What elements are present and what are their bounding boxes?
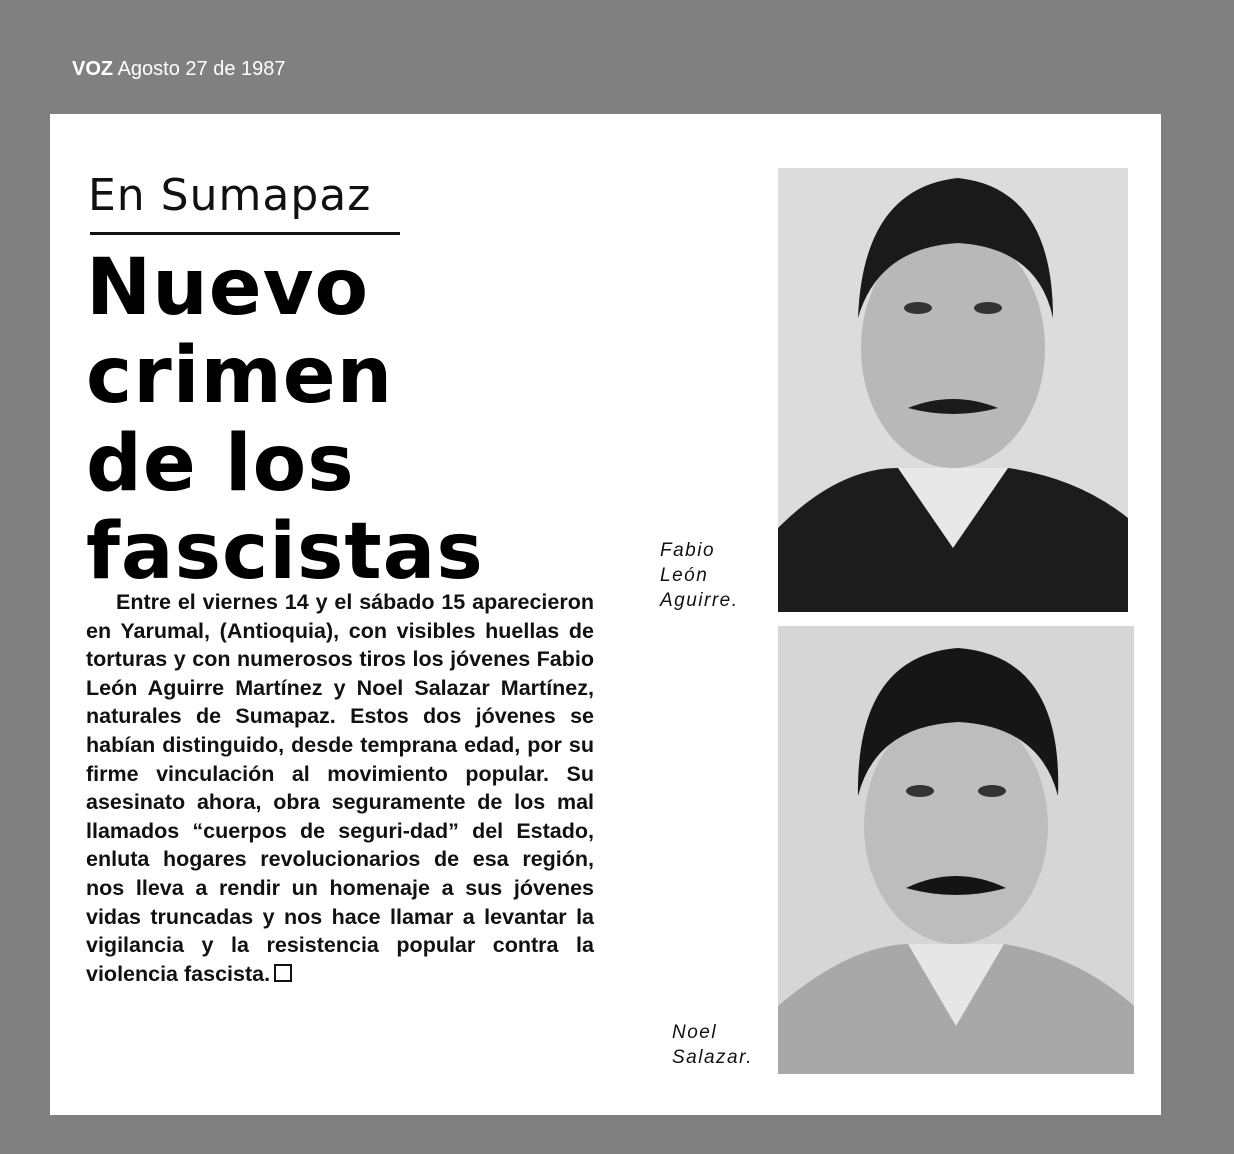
portrait-photo-noel [778,626,1134,1074]
caption-line: Aguirre. [660,590,739,611]
article-kicker: En Sumapaz [88,170,372,221]
publication-name: VOZ [72,58,114,80]
portrait-silhouette-icon [778,168,1128,612]
article-body [86,588,594,988]
headline-line: de los [86,419,355,509]
headline-line: Nuevo [86,243,370,333]
publication-date: Agosto 27 de 1987 [117,58,286,80]
headline-line: fascistas [86,507,484,597]
photo-caption-noel [672,1020,772,1070]
portrait-photo-fabio [778,168,1128,612]
caption-line: Fabio [660,540,716,561]
article-headline [86,244,606,596]
portrait-silhouette-icon [778,626,1134,1074]
caption-line: León [660,565,709,586]
source-line [72,58,286,81]
caption-line: Salazar. [672,1047,753,1068]
kicker-underline [90,232,400,235]
caption-line: Noel [672,1022,718,1043]
photo-caption-fabio [660,538,770,613]
headline-line: crimen [86,331,394,421]
end-mark-icon [274,964,292,982]
article-body-text: Entre el viernes 14 y el sábado 15 aparecieron en Yarumal, (Antioquia), con visibles huellas de torturas y con numerosos tiros los jóvenes Fabio León Aguirre Martínez y Noel Salazar Martínez, naturales de Sumapaz. Estos dos jóvenes se habían distinguido, desde temprana edad, por su firme vinculación al movimiento popular. Su asesinato ahora, obra seguramente de los mal llamados “cuerpos de seguri-dad” del Estado, enluta hogares revolucionarios de esa región, nos lleva a rendir un homenaje a sus jóvenes vidas truncadas y nos hace llamar a levantar la vigilancia y la resistencia popular contra la violencia fascista. [86,590,594,986]
newspaper-clipping [50,114,1161,1115]
